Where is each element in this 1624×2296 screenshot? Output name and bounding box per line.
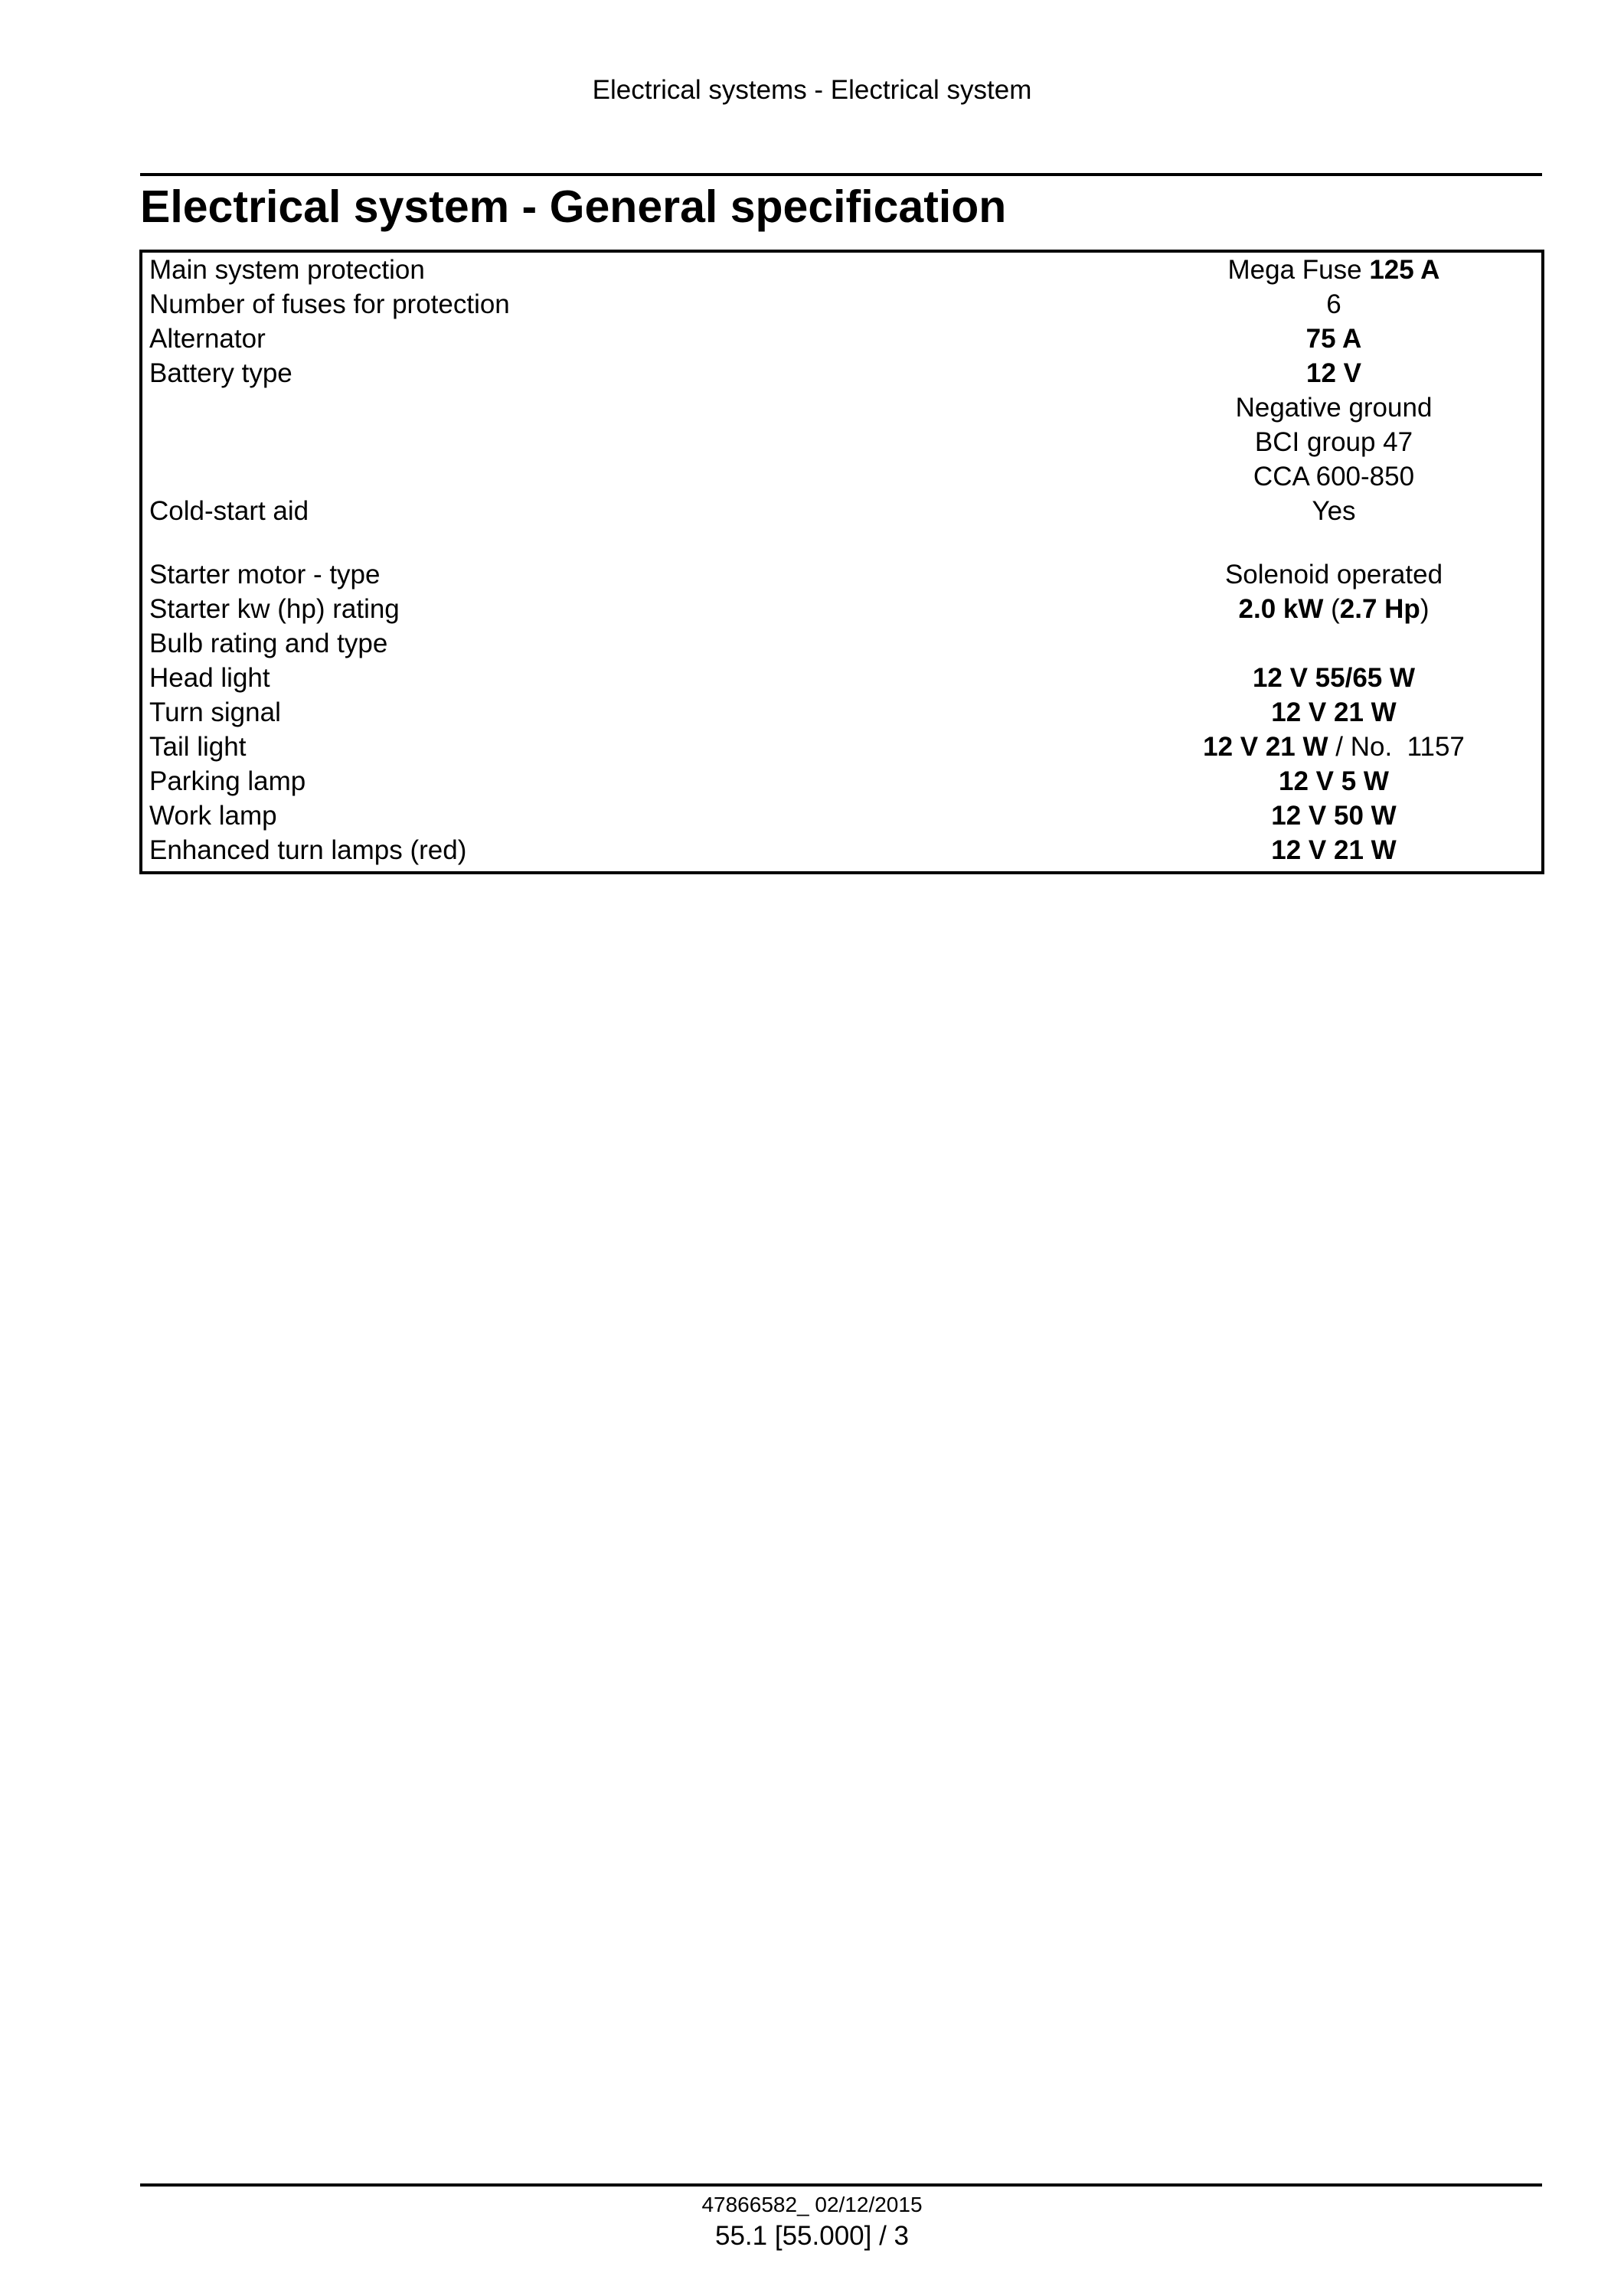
value-bold: 75 A [1305,324,1362,354]
footer-rule [140,2183,1542,2187]
spec-row-tail-light [142,730,1541,764]
spec-label: Bulb rating and type [149,629,388,658]
value-text: Mega Fuse [1227,255,1370,285]
spec-value [1165,695,1502,730]
spec-value [1165,425,1502,459]
spec-value [1165,799,1502,833]
value-bold: 12 V 50 W [1271,801,1397,831]
spec-row-head-light [142,661,1541,695]
spec-row-bulb-rating [142,626,1541,661]
spec-row-number-of-fuses [142,287,1541,322]
spec-value [1165,253,1502,287]
spec-label: Alternator [149,324,266,354]
footer-document-code: 47866582_ 02/12/2015 [701,2193,923,2216]
spec-value [1165,833,1502,867]
spec-row-battery-group [142,425,1541,459]
value-text: BCI group 47 [1254,427,1413,457]
value-bold: 12 V 21 W [1271,697,1397,727]
spec-row-cold-start-aid [142,494,1541,528]
spec-row-starter-motor-type [142,557,1541,592]
header-rule [140,173,1542,176]
value-text: Solenoid operated [1224,560,1443,590]
running-header: Electrical systems - Electrical system [592,75,1032,105]
spec-row-work-lamp [142,799,1541,833]
value-text: ( [1323,594,1340,624]
spec-row-battery-type [142,356,1541,390]
spec-label: Battery type [149,358,292,388]
value-text: Yes [1312,496,1356,526]
spec-label: Tail light [149,732,247,762]
value-bold: 2.7 Hp [1339,594,1420,624]
spec-label: Starter kw (hp) rating [149,594,400,624]
value-bold: 12 V 55/65 W [1252,663,1416,693]
spec-label: Turn signal [149,697,281,727]
footer-page-reference: 55.1 [55.000] / 3 [715,2221,909,2251]
spec-value [1165,459,1502,494]
spec-label: Head light [149,663,270,693]
spec-label: Number of fuses for protection [149,289,510,319]
spec-value [1165,356,1502,390]
spec-value [1165,322,1502,356]
spec-value [1165,494,1502,528]
spec-row-battery-ground [142,390,1541,425]
value-text: CCA 600-850 [1253,462,1415,492]
value-text: / No. 1157 [1328,732,1465,762]
spec-row-battery-cca [142,459,1541,494]
spec-row-main-system-protection [142,253,1541,287]
spec-label: Enhanced turn lamps (red) [149,835,467,865]
spec-row-alternator [142,322,1541,356]
spec-label: Starter motor - type [149,560,381,590]
spec-row-starter-rating [142,592,1541,626]
spec-label: Work lamp [149,801,277,831]
value-bold: 2.0 kW [1238,594,1324,624]
value-text: 6 [1326,289,1341,319]
spec-label: Cold-start aid [149,496,309,526]
spec-value [1165,661,1502,695]
spec-value [1165,764,1502,799]
spec-row-parking-lamp [142,764,1541,799]
value-text: Negative ground [1235,393,1433,423]
spec-table [139,250,1544,874]
spec-value [1165,390,1502,425]
spec-label: Parking lamp [149,766,306,796]
value-bold: 12 V [1306,358,1361,388]
section-title: Electrical system - General specification [140,181,1007,232]
spec-value [1165,557,1502,592]
spec-value [1165,730,1502,764]
spec-value [1165,287,1502,322]
value-bold: 125 A [1369,255,1440,285]
spec-label: Main system protection [149,255,425,285]
spec-row-turn-signal [142,695,1541,730]
value-bold: 12 V 21 W [1203,732,1328,762]
value-bold: 12 V 21 W [1271,835,1397,865]
spec-value [1165,592,1502,626]
value-text: ) [1420,594,1430,624]
spec-row-enhanced-turn-lamps [142,833,1541,867]
value-bold: 12 V 5 W [1279,766,1389,796]
